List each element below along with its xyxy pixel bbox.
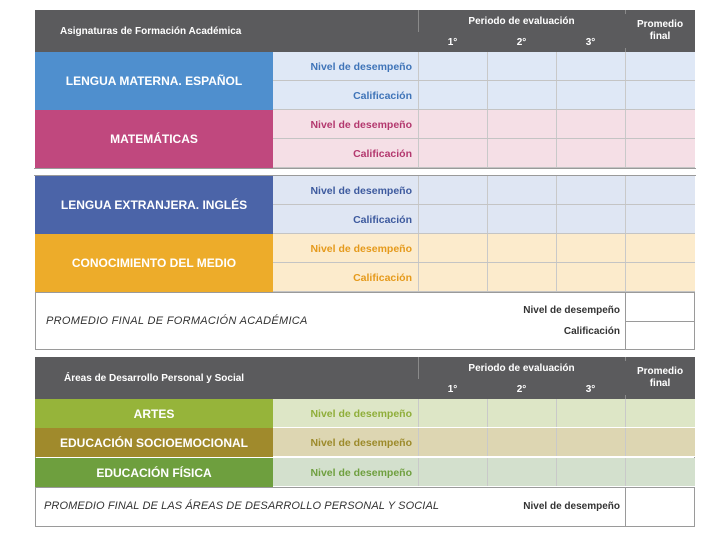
subject-2-row-2-final-cell[interactable] — [625, 139, 695, 168]
academic-final-level-cell[interactable] — [626, 292, 695, 321]
final-average-header-2: Promedio final — [625, 361, 695, 395]
subject-1-name: LENGUA MATERNA. ESPAÑOL — [35, 52, 273, 110]
subject-2-row-1-final-cell[interactable] — [625, 110, 695, 139]
subject-column-title: Asignaturas de Formación Académica — [60, 10, 260, 52]
area-column-title: Áreas de Desarrollo Personal y Social — [64, 357, 284, 399]
area-1-period-3-cell[interactable] — [556, 399, 625, 428]
area-2-name: EDUCACIÓN SOCIOEMOCIONAL — [35, 428, 273, 457]
period-1-header-2: 1° — [418, 379, 487, 399]
subject-1-row-1-period-1-cell[interactable] — [418, 52, 487, 81]
final-average-header: Promedio final — [625, 14, 695, 48]
area-1-period-2-cell[interactable] — [487, 399, 556, 428]
subject-4-row-2-final-cell[interactable] — [625, 263, 695, 292]
area-3-level-label: Nivel de desempeño — [273, 458, 418, 487]
period-2-header-2: 2° — [487, 379, 556, 399]
subject-2-row-1-period-1-cell[interactable] — [418, 110, 487, 139]
subject-1-row-2-period-1-cell[interactable] — [418, 81, 487, 110]
subject-4-row-2-period-3-cell[interactable] — [556, 263, 625, 292]
period-1-header: 1° — [418, 32, 487, 52]
subject-3-row-2-period-2-cell[interactable] — [487, 205, 556, 234]
area-1-final-cell[interactable] — [625, 399, 695, 428]
subject-3-row-1-period-3-cell[interactable] — [556, 176, 625, 205]
subject-4-row-1-period-2-cell[interactable] — [487, 234, 556, 263]
subject-2-row-1-label: Nivel de desempeño — [273, 110, 418, 139]
subject-4-row-1-period-3-cell[interactable] — [556, 234, 625, 263]
subject-1-row-1-label: Nivel de desempeño — [273, 52, 418, 81]
subject-3-row-1-period-2-cell[interactable] — [487, 176, 556, 205]
area-2-final-cell[interactable] — [625, 428, 695, 457]
subject-2-row-2-label: Calificación — [273, 139, 418, 168]
subject-2-row-2-period-2-cell[interactable] — [487, 139, 556, 168]
period-title: Periodo de evaluación — [418, 10, 625, 32]
subject-1-row-2-period-2-cell[interactable] — [487, 81, 556, 110]
area-2-level-label: Nivel de desempeño — [273, 428, 418, 457]
subject-3-row-2-label: Calificación — [273, 205, 418, 234]
subject-2-row-2-period-1-cell[interactable] — [418, 139, 487, 168]
subject-3-row-1-final-cell[interactable] — [625, 176, 695, 205]
academic-summary-grade-label: Calificación — [563, 326, 620, 337]
subject-1-row-2-final-cell[interactable] — [625, 81, 695, 110]
subject-4-row-1-label: Nivel de desempeño — [273, 234, 418, 263]
area-1-period-1-cell[interactable] — [418, 399, 487, 428]
period-title-2: Periodo de evaluación — [418, 357, 625, 379]
area-3-period-3-cell[interactable] — [556, 458, 625, 487]
subject-3-name: LENGUA EXTRANJERA. INGLÉS — [35, 176, 273, 234]
subject-1-row-2-label: Calificación — [273, 81, 418, 110]
area-2-period-3-cell[interactable] — [556, 428, 625, 457]
subject-2-row-1-period-2-cell[interactable] — [487, 110, 556, 139]
subject-1-row-2-period-3-cell[interactable] — [556, 81, 625, 110]
academic-summary-title: PROMEDIO FINAL DE FORMACIÓN ACADÉMICA — [46, 315, 308, 327]
subject-2-row-1-period-3-cell[interactable] — [556, 110, 625, 139]
area-2-period-2-cell[interactable] — [487, 428, 556, 457]
subject-2-row-2-period-3-cell[interactable] — [556, 139, 625, 168]
subject-1-row-1-period-2-cell[interactable] — [487, 52, 556, 81]
subject-4-row-2-period-1-cell[interactable] — [418, 263, 487, 292]
personal-summary-level-label: Nivel de desempeño — [523, 501, 620, 512]
personal-summary-title: PROMEDIO FINAL DE LAS ÁREAS DE DESARROLLO PERSONAL Y SOCIAL — [44, 500, 440, 512]
subject-1-row-1-period-3-cell[interactable] — [556, 52, 625, 81]
area-3-final-cell[interactable] — [625, 458, 695, 487]
subject-4-name: CONOCIMIENTO DEL MEDIO — [35, 234, 273, 292]
academic-final-grade-cell[interactable] — [626, 322, 695, 350]
subject-3-row-1-label: Nivel de desempeño — [273, 176, 418, 205]
subject-4-row-2-label: Calificación — [273, 263, 418, 292]
subject-4-row-1-final-cell[interactable] — [625, 234, 695, 263]
personal-final-level-cell[interactable] — [626, 488, 695, 527]
subject-4-row-1-period-1-cell[interactable] — [418, 234, 487, 263]
subject-3-row-2-period-3-cell[interactable] — [556, 205, 625, 234]
area-3-period-1-cell[interactable] — [418, 458, 487, 487]
academic-summary-level-label: Nivel de desempeño — [523, 305, 620, 316]
area-3-name: EDUCACIÓN FÍSICA — [35, 458, 273, 487]
subject-2-name: MATEMÁTICAS — [35, 110, 273, 168]
area-2-period-1-cell[interactable] — [418, 428, 487, 457]
subject-4-row-2-period-2-cell[interactable] — [487, 263, 556, 292]
subject-3-row-1-period-1-cell[interactable] — [418, 176, 487, 205]
subject-1-row-1-final-cell[interactable] — [625, 52, 695, 81]
period-3-header-2: 3° — [556, 379, 625, 399]
period-2-header: 2° — [487, 32, 556, 52]
subject-3-row-2-final-cell[interactable] — [625, 205, 695, 234]
area-3-period-2-cell[interactable] — [487, 458, 556, 487]
area-1-level-label: Nivel de desempeño — [273, 399, 418, 428]
area-1-name: ARTES — [35, 399, 273, 428]
subject-3-row-2-period-1-cell[interactable] — [418, 205, 487, 234]
period-3-header: 3° — [556, 32, 625, 52]
